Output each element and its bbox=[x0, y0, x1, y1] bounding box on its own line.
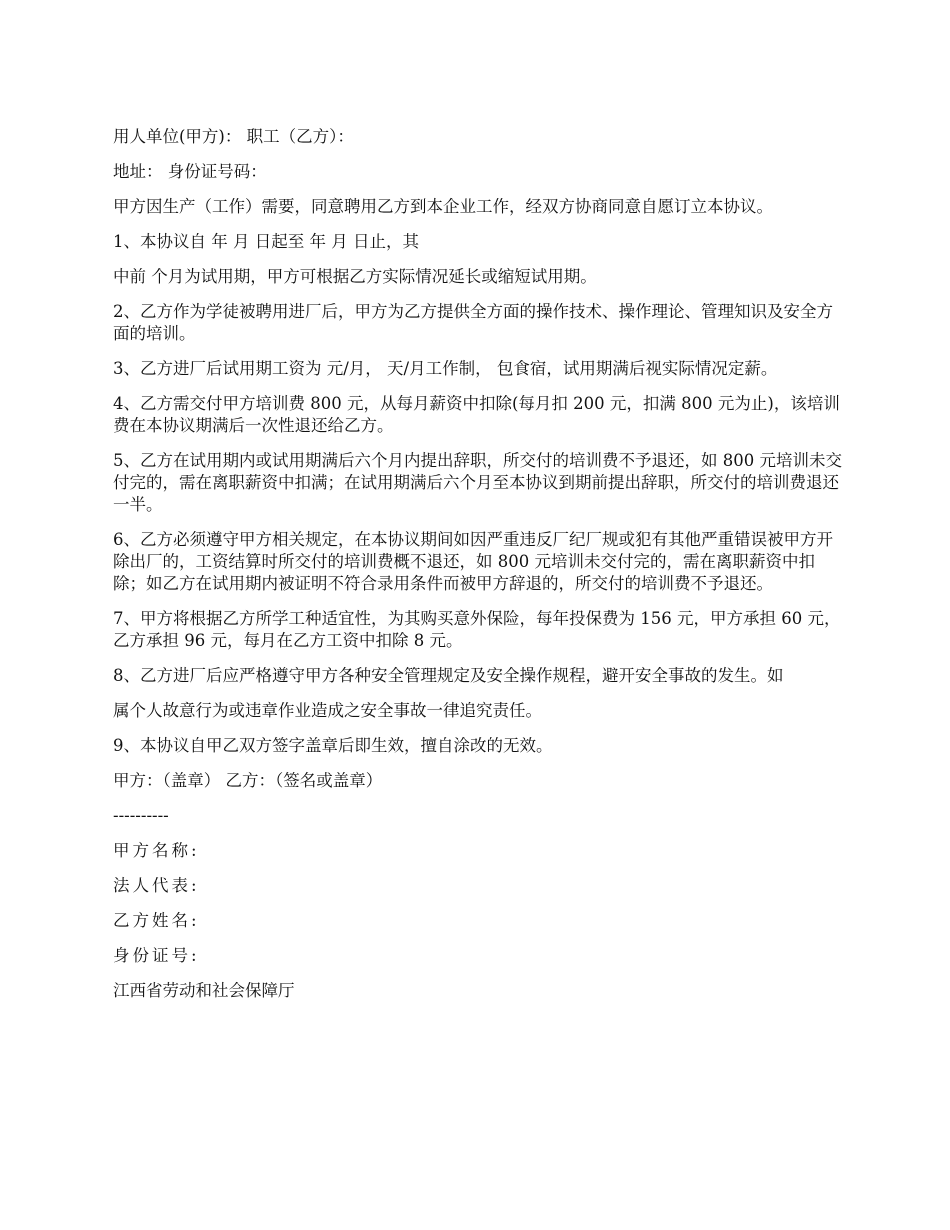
clause-1-term: 1、本协议自 年 月 日起至 年 月 日止，其 bbox=[113, 232, 419, 251]
clause-7-insurance: 7、甲方将根据乙方所学工种适宜性，为其购买意外保险，每年投保费为 156 元，甲方承担 60 元，乙方承担 96 元，每月在乙方工资中扣除 8 元。 bbox=[113, 609, 841, 650]
clause-8-safety: 8、乙方进厂后应严格遵守甲方各种安全管理规定及安全操作规程，避开安全事故的发生。如 bbox=[113, 666, 784, 685]
separator: ---------- bbox=[113, 806, 169, 825]
clause-6-rules: 6、乙方必须遵守甲方相关规定，在本协议期间如因严重违反厂纪厂规或犯有其他严重错误被甲方开除出厂的，工资结算时所交付的培训费概不退还，如 800 元培训未交付完的，需在离职薪资中扣除；如乙方在试用期内被证明不符合录用条件而被甲方辞退的，所交付的培训费不予退还。 bbox=[113, 530, 833, 593]
header-address: 地址： 身份证号码： bbox=[113, 162, 267, 181]
clause-2-training: 2、乙方作为学徒被聘用进厂后，甲方为乙方提供全方面的操作技术、操作理论、管理知识及安全方面的培训。 bbox=[113, 302, 833, 343]
clause-8-liability: 属个人故意行为或违章作业造成之安全事故一律追究责任。 bbox=[113, 701, 542, 720]
signature-line: 甲方：（盖章） 乙方：（签名或盖章） bbox=[113, 771, 383, 790]
header-parties: 用人单位(甲方)： 职工（乙方）： bbox=[113, 127, 354, 146]
legal-rep-label: 法人代表: bbox=[113, 876, 200, 895]
contract-document bbox=[113, 126, 843, 1015]
intro-paragraph: 甲方因生产（工作）需要，同意聘用乙方到本企业工作，经双方协商同意自愿订立本协议。 bbox=[113, 197, 773, 216]
clause-1-probation: 中前 个月为试用期，甲方可根据乙方实际情况延长或缩短试用期。 bbox=[113, 267, 597, 286]
clause-4-training-fee: 4、乙方需交付甲方培训费 800 元，从每月薪资中扣除(每月扣 200 元，扣满 800 元为止)，该培训费在本协议期满后一次性退还给乙方。 bbox=[113, 394, 840, 435]
clause-3-wages: 3、乙方进厂后试用期工资为 元/月， 天/月工作制， 包食宿，试用期满后视实际情况定薪。 bbox=[113, 359, 778, 378]
clause-5-resignation: 5、乙方在试用期内或试用期满后六个月内提出辞职，所交付的培训费不予退还，如 800 元培训未交付完的，需在离职薪资中扣满；在试用期满后六个月至本协议到期前提出辞职，所交付的培训费退还一半。 bbox=[113, 451, 842, 514]
party-b-name-label: 乙方姓名: bbox=[113, 911, 200, 930]
clause-9-effective: 9、本协议自甲乙双方签字盖章后即生效，擅自涂改的无效。 bbox=[113, 736, 553, 755]
issuer: 江西省劳动和社会保障厅 bbox=[113, 981, 295, 1000]
id-number-label: 身份证号: bbox=[113, 946, 200, 965]
party-a-name-label: 甲方名称: bbox=[113, 841, 200, 860]
